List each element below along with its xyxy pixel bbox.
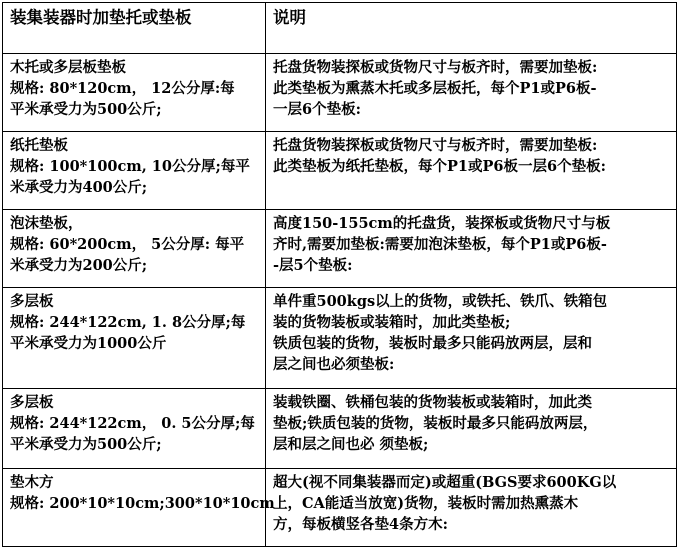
- spec-line: 规格: 80*120cm， 12公分厚:每: [10, 80, 235, 97]
- description-line: -层5个垫板:: [273, 257, 353, 274]
- spec-cell: [3, 389, 266, 469]
- spec-line: 规格: 244*122cm, 1. 8公分厚;每: [10, 314, 246, 331]
- description-line: 层之间也必须垫板:: [273, 356, 395, 373]
- spec-line: 规格: 60*200cm， 5公分厚: 每平: [10, 236, 245, 253]
- header-cell-pallet-type: 装集装器时加垫托或垫板: [3, 3, 266, 54]
- spec-line: 规格: 244*122cm， 0. 5公分厚;每: [10, 415, 255, 432]
- description-cell: [266, 54, 677, 132]
- spec-name: 多层板: [10, 293, 54, 310]
- spec-cell: [3, 54, 266, 132]
- spec-line: 规格: 100*100cm, 10公分厚;每平: [10, 158, 250, 175]
- table-row: [3, 210, 677, 288]
- table-row: [3, 469, 677, 547]
- description-line: 铁质包装的货物，装板时最多只能码放两层，层和: [273, 335, 592, 352]
- description-line: 高度150-155cm的托盘货，装探板或货物尺寸与板: [273, 215, 611, 232]
- spec-name: 泡沫垫板，: [10, 215, 83, 232]
- pallet-spec-table: [2, 2, 677, 547]
- description-line: 托盘货物装探板或货物尺寸与板齐时，需要加垫板:: [273, 59, 598, 76]
- spec-line: 米承受力为200公斤;: [10, 257, 148, 274]
- spec-line: 平米承受力为500公斤;: [10, 436, 162, 453]
- spec-line: 平米承受力为1000公斤: [10, 335, 167, 352]
- table-row: [3, 132, 677, 210]
- spec-cell: [3, 210, 266, 288]
- description-line: 上，CA能适当放宽)货物，装板时需加热熏蒸木: [273, 495, 579, 512]
- description-line: 装载铁圈、铁桶包装的货物装板或装箱时，加此类: [273, 394, 592, 411]
- description-cell: [266, 210, 677, 288]
- description-line: 此类垫板为熏蒸木托或多层板托，每个P1或P6板-: [273, 80, 597, 97]
- spec-cell: [3, 288, 266, 389]
- spec-cell: [3, 132, 266, 210]
- description-line: 装的货物装板或装箱时，加此类垫板;: [273, 314, 511, 331]
- description-cell: [266, 469, 677, 547]
- description-line: 一层6个垫板:: [273, 101, 361, 118]
- table-row: [3, 54, 677, 132]
- description-line: 此类垫板为纸托垫板，每个P1或P6板一层6个垫板:: [273, 158, 606, 175]
- spec-name: 多层板: [10, 394, 54, 411]
- description-line: 托盘货物装探板或货物尺寸与板齐时，需要加垫板:: [273, 137, 598, 154]
- description-line: 方，每板横竖各垫4条方木:: [273, 516, 448, 533]
- spec-name: 垫木方: [10, 474, 54, 491]
- spec-line: 平米承受力为500公斤;: [10, 101, 162, 118]
- header-cell-description: 说明: [266, 3, 677, 54]
- spec-name: 纸托垫板: [10, 137, 68, 154]
- description-line: 齐时,需要加垫板:需要加泡沫垫板，每个P1或P6板-: [273, 236, 607, 253]
- spec-cell: [3, 469, 275, 547]
- spec-line: 规格: 200*10*10cm;300*10*10cm: [10, 495, 275, 512]
- table-row: [3, 389, 677, 469]
- description-cell: [266, 288, 677, 389]
- header-row: [3, 3, 677, 54]
- description-line: 单件重500kgs以上的货物，或铁托、铁爪、铁箱包: [273, 293, 608, 310]
- table-row: [3, 288, 677, 389]
- description-cell: [266, 132, 677, 210]
- description-line: 层和层之间也必 须垫板;: [273, 436, 429, 453]
- spec-name: 木托或多层板垫板: [10, 59, 126, 76]
- description-line: 超大(视不同集装器而定)或超重(BGS要求600KG以: [273, 474, 617, 491]
- description-line: 垫板;铁质包装的货物，装板时最多只能码放两层，: [273, 415, 598, 432]
- description-cell: [266, 389, 677, 469]
- spec-line: 米承受力为400公斤;: [10, 179, 148, 196]
